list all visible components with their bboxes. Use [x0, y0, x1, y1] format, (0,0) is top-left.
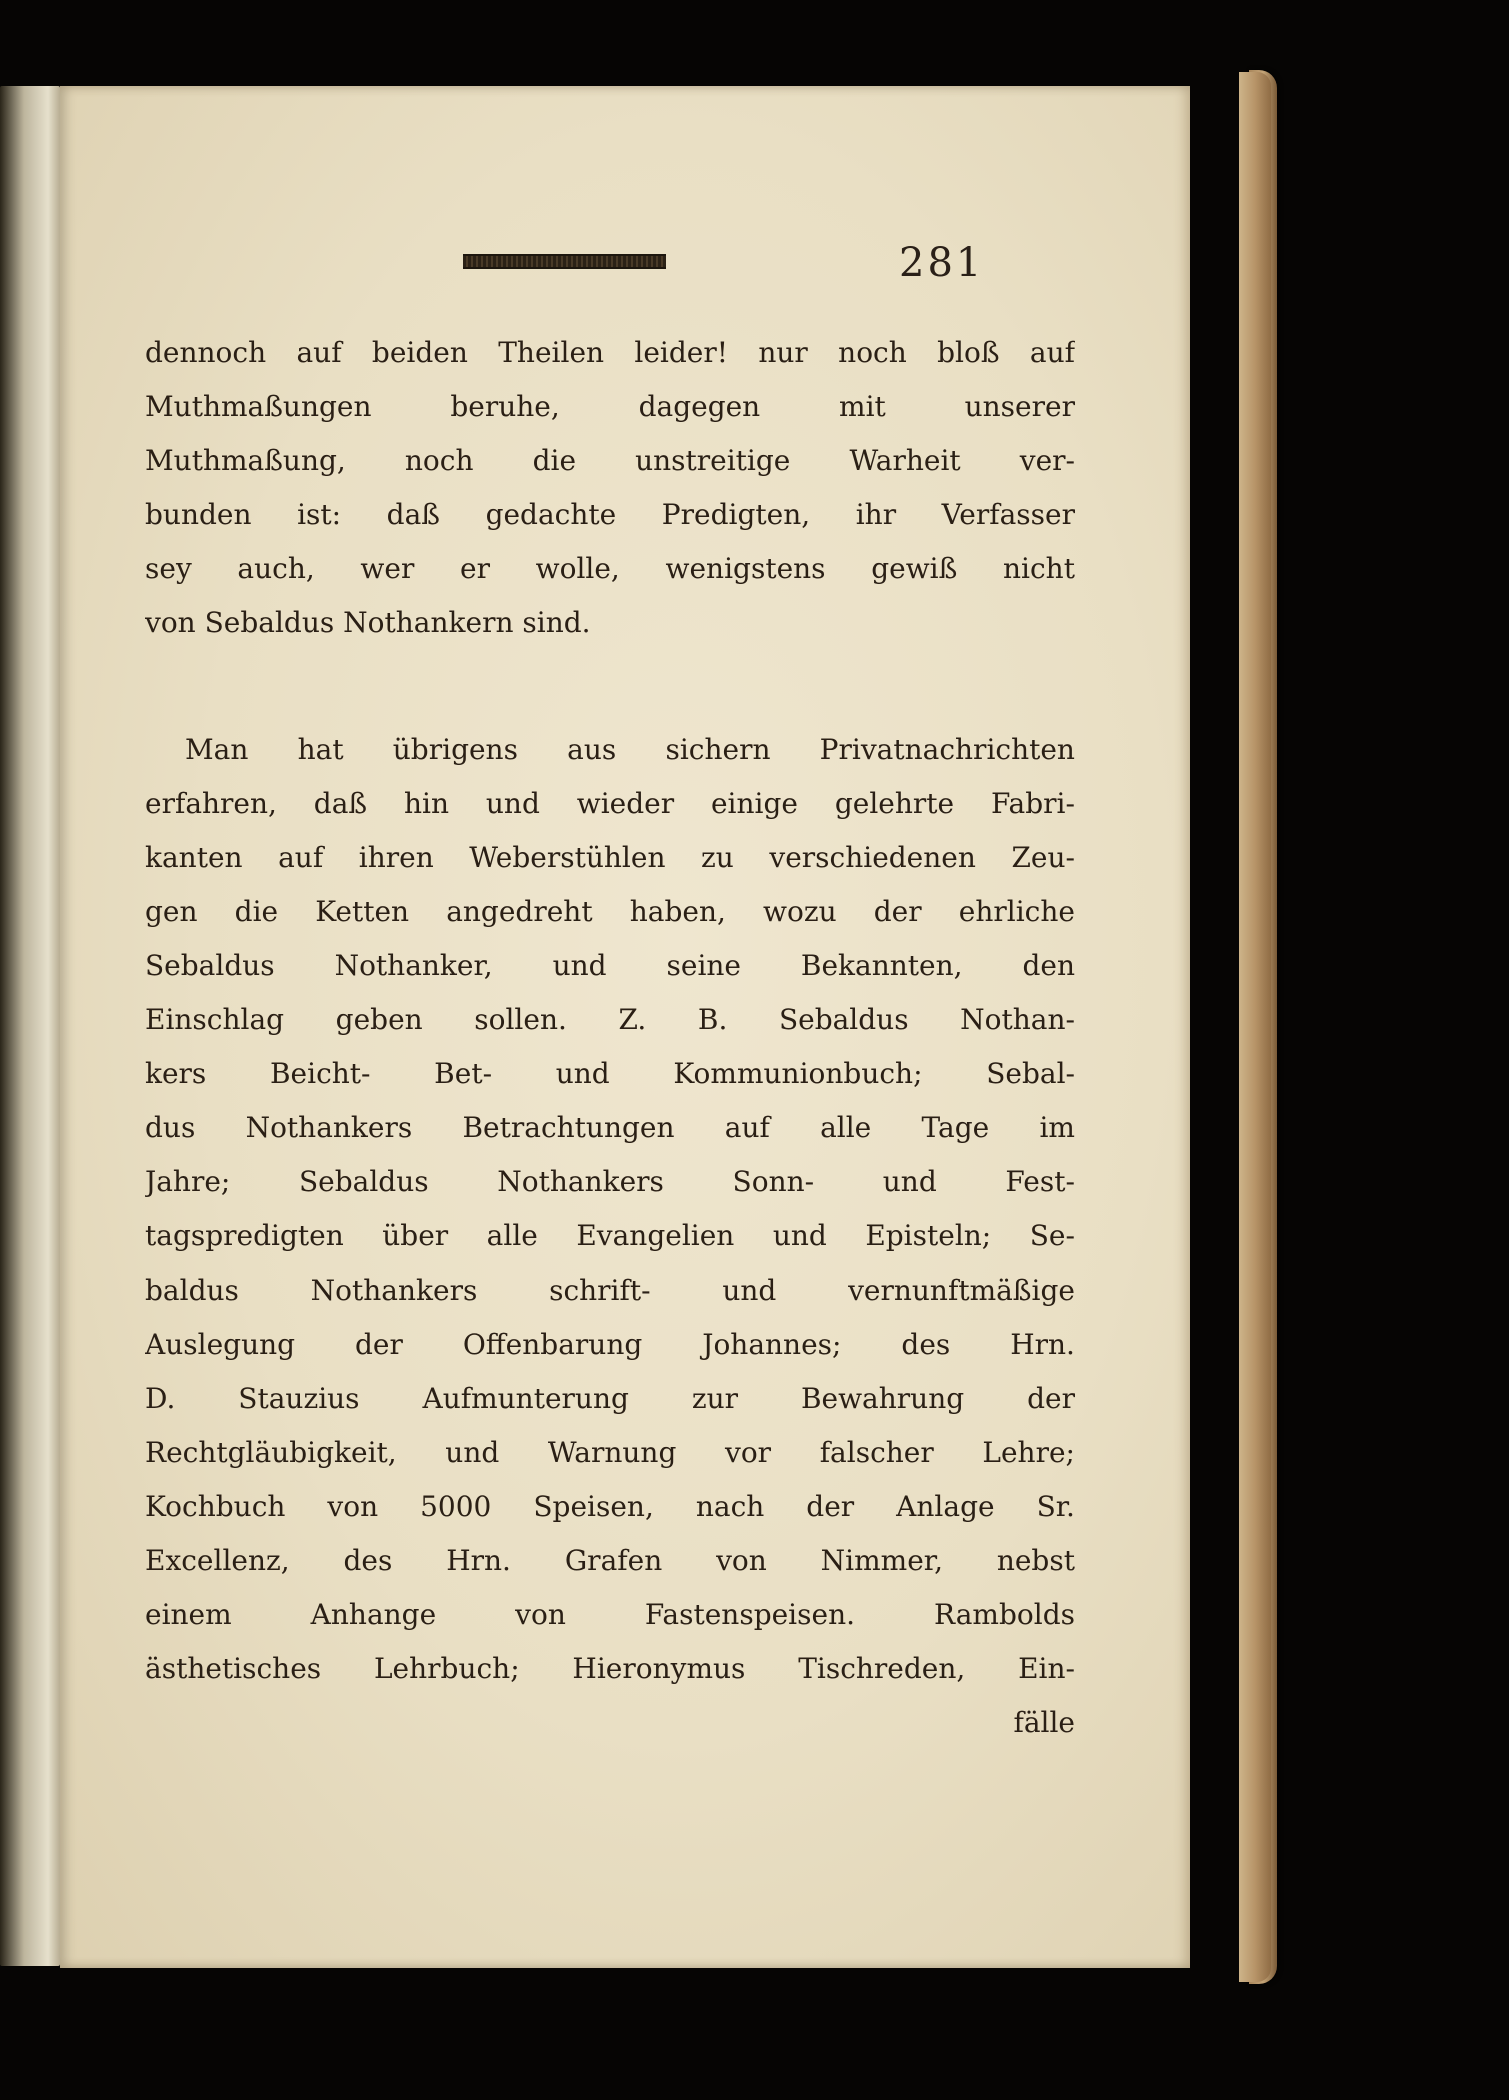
word: auch,: [237, 552, 315, 586]
word: Grafen: [564, 1543, 663, 1577]
word: von: [515, 1598, 566, 1632]
text-line: [145, 326, 1075, 380]
word: Muthmaßung,: [145, 444, 346, 478]
text-line: [145, 1480, 1075, 1534]
word: Einschlag: [145, 1003, 285, 1037]
word: Fabri-: [990, 786, 1075, 820]
word: Warheit: [849, 444, 961, 478]
word: Anlage: [896, 1489, 995, 1523]
word: verschiedenen: [769, 840, 976, 874]
word: Offenbarung: [462, 1327, 643, 1361]
word: D.: [145, 1381, 176, 1415]
word: der: [1027, 1381, 1075, 1415]
word: der: [806, 1489, 855, 1523]
word: Sebal-: [986, 1057, 1075, 1091]
word: sey: [145, 552, 192, 586]
word: Muthmaßungen: [145, 390, 372, 424]
word: Nothan-: [960, 1003, 1075, 1037]
word: Jahre;: [145, 1165, 231, 1199]
text-line: [145, 1264, 1075, 1318]
word: schrift-: [549, 1273, 651, 1307]
word: Fastenspeisen.: [644, 1598, 856, 1632]
word: hin: [403, 786, 450, 820]
catchword: [145, 1696, 1075, 1750]
word: Nothankers: [310, 1273, 478, 1307]
word: wolle,: [535, 552, 620, 586]
body-text: [145, 326, 1075, 1750]
word: Lehrbuch;: [373, 1652, 520, 1686]
word: noch: [838, 336, 907, 369]
text-line: [145, 1047, 1075, 1101]
word: auf: [724, 1111, 770, 1145]
word: leider!: [634, 336, 729, 369]
word: Auslegung: [145, 1327, 296, 1361]
word: Sonn-: [732, 1165, 815, 1199]
word: im: [1039, 1111, 1075, 1145]
catchword-text: fälle: [1013, 1706, 1075, 1740]
word: wenigstens: [665, 552, 826, 586]
word: zu: [701, 840, 734, 874]
word: sichern: [665, 732, 771, 766]
text-line: [145, 939, 1075, 993]
word: seine: [666, 948, 741, 982]
text-line: [145, 1534, 1075, 1588]
word: Theilen: [498, 336, 605, 369]
left-page-edge: [0, 86, 60, 1966]
word: Aufmunterung: [422, 1381, 629, 1415]
word: Nimmer,: [820, 1543, 943, 1577]
word: Warnung: [547, 1435, 677, 1469]
word: der: [355, 1327, 403, 1361]
word: ver-: [1019, 444, 1075, 478]
text-line: [145, 993, 1075, 1047]
text-line: [145, 777, 1075, 831]
text-line: [145, 1372, 1075, 1426]
word: Weberstühlen: [469, 840, 666, 874]
word: nicht: [1002, 552, 1075, 586]
word: Kochbuch: [145, 1489, 286, 1523]
word: hat: [297, 732, 344, 766]
paragraph-gap: [145, 651, 1075, 723]
word: zur: [691, 1381, 739, 1415]
word: ist:: [297, 498, 342, 532]
word: Rambolds: [934, 1598, 1075, 1632]
word: Johannes;: [702, 1327, 842, 1361]
word: Se-: [1029, 1219, 1075, 1253]
word: Bewahrung: [800, 1381, 965, 1415]
word: gen: [145, 894, 198, 928]
word: Nothanker,: [334, 948, 493, 982]
word: daß: [313, 786, 368, 820]
word: des: [901, 1327, 951, 1361]
word: auf: [278, 840, 324, 874]
word: Z.: [618, 1003, 647, 1037]
word: Zeu-: [1011, 840, 1075, 874]
word: auf: [1029, 336, 1075, 369]
word: gewiß: [871, 552, 958, 586]
word: die: [234, 894, 279, 928]
word: und: [485, 786, 540, 820]
word: die: [532, 444, 577, 478]
word: Nothankers: [245, 1111, 413, 1145]
word: Ein-: [1018, 1652, 1075, 1686]
word: Hieronymus: [572, 1652, 746, 1686]
header-ornament-rule: [463, 254, 666, 269]
word: ehrliche: [958, 894, 1075, 928]
word: und: [445, 1435, 500, 1469]
word: ihr: [855, 498, 897, 532]
word: kers: [145, 1057, 207, 1091]
word: haben,: [629, 894, 726, 928]
word: gelehrte: [834, 786, 955, 820]
word: Man: [185, 732, 249, 766]
word: nach: [695, 1489, 765, 1523]
word: Stauzius: [238, 1381, 360, 1415]
word: Tischreden,: [798, 1652, 966, 1686]
page-stack-edge: [1239, 72, 1271, 1982]
word: falscher: [819, 1435, 934, 1469]
word: bloß: [937, 336, 1000, 369]
word: erfahren,: [145, 786, 277, 820]
text-line: [145, 1318, 1075, 1372]
word: wozu: [763, 894, 837, 928]
word: mit: [839, 390, 886, 424]
word: sollen.: [474, 1003, 567, 1037]
word: aus: [567, 732, 617, 766]
word: Rechtgläubigkeit,: [145, 1435, 397, 1469]
word: dagegen: [638, 390, 761, 424]
word: baldus: [145, 1273, 239, 1307]
word: unstreitige: [635, 444, 791, 478]
word: Bekannten,: [800, 948, 963, 982]
word: vernunftmäßige: [848, 1273, 1075, 1307]
word: Sebaldus: [145, 948, 275, 982]
word: Kommunionbuch;: [673, 1057, 923, 1091]
book-page: [60, 86, 1190, 1968]
word: einige: [710, 786, 798, 820]
word: Verfasser: [941, 498, 1075, 532]
word: unserer: [964, 390, 1075, 424]
word: von: [327, 1489, 379, 1523]
word: Privatnachrichten: [819, 732, 1075, 766]
text-line: [145, 1155, 1075, 1209]
text-line: [145, 488, 1075, 542]
word: einem: [145, 1598, 232, 1632]
word: und: [552, 948, 607, 982]
text-line: [145, 1642, 1075, 1696]
text-line: [145, 1101, 1075, 1155]
word: Predigten,: [661, 498, 811, 532]
paragraph-1: [145, 326, 1075, 651]
word: Sebaldus: [778, 1003, 909, 1037]
word: alle: [820, 1111, 872, 1145]
word: gedachte: [485, 498, 617, 532]
word: vor: [725, 1435, 772, 1469]
word: dus: [145, 1111, 196, 1145]
word: tagspredigten: [145, 1219, 344, 1253]
word: bunden: [145, 498, 252, 532]
word: auf: [296, 336, 342, 369]
word: der: [873, 894, 922, 928]
word: ästhetisches: [145, 1652, 322, 1686]
word: geben: [335, 1003, 423, 1037]
word: Episteln;: [865, 1219, 992, 1253]
text-line: [145, 434, 1075, 488]
word: Nothankers: [497, 1165, 664, 1199]
word: und: [882, 1165, 937, 1199]
word: Lehre;: [982, 1435, 1075, 1469]
word: und: [722, 1273, 777, 1307]
word: Excellenz,: [145, 1543, 290, 1577]
word: nebst: [996, 1543, 1075, 1577]
text-line: [145, 831, 1075, 885]
word: er: [460, 552, 490, 586]
word: Hrn.: [1010, 1327, 1075, 1361]
word: Ketten: [315, 894, 410, 928]
word: 5000: [420, 1489, 492, 1523]
word: Bet-: [434, 1057, 493, 1091]
text-line: [145, 885, 1075, 939]
word: Tage: [921, 1111, 990, 1145]
word: beruhe,: [450, 390, 560, 424]
word: nur: [758, 336, 808, 369]
text-line: [145, 1426, 1075, 1480]
word: Sebaldus: [298, 1165, 429, 1199]
word: wer: [360, 552, 415, 586]
word: dennoch: [145, 336, 267, 369]
word: Beicht-: [269, 1057, 371, 1091]
word: über: [382, 1219, 449, 1253]
word: ihren: [358, 840, 434, 874]
text-line: [145, 1588, 1075, 1642]
word: Anhange: [310, 1598, 437, 1632]
word: Speisen,: [533, 1489, 654, 1523]
text-line: [145, 380, 1075, 434]
word: Betrachtungen: [462, 1111, 675, 1145]
text-line: [145, 1209, 1075, 1263]
word: Evangelien: [576, 1219, 735, 1253]
word: alle: [486, 1219, 538, 1253]
word: von: [716, 1543, 767, 1577]
word: Fest-: [1005, 1165, 1075, 1199]
word: und: [555, 1057, 610, 1091]
word: wieder: [576, 786, 675, 820]
word: kanten: [145, 840, 243, 874]
word: B.: [697, 1003, 728, 1037]
word: und: [772, 1219, 827, 1253]
text-line: [145, 723, 1075, 777]
paragraph-2: [145, 723, 1075, 1751]
word: des: [343, 1543, 393, 1577]
page-number: 281: [899, 240, 985, 286]
word: beiden: [371, 336, 468, 369]
word: übrigens: [392, 732, 518, 766]
word: Sr.: [1036, 1489, 1075, 1523]
word: Hrn.: [446, 1543, 511, 1577]
text-line: [145, 542, 1075, 596]
word: angedreht: [446, 894, 593, 928]
word: noch: [404, 444, 474, 478]
word: den: [1022, 948, 1075, 982]
word: daß: [386, 498, 440, 532]
text-line: von Sebaldus Nothankern sind.: [145, 606, 591, 640]
